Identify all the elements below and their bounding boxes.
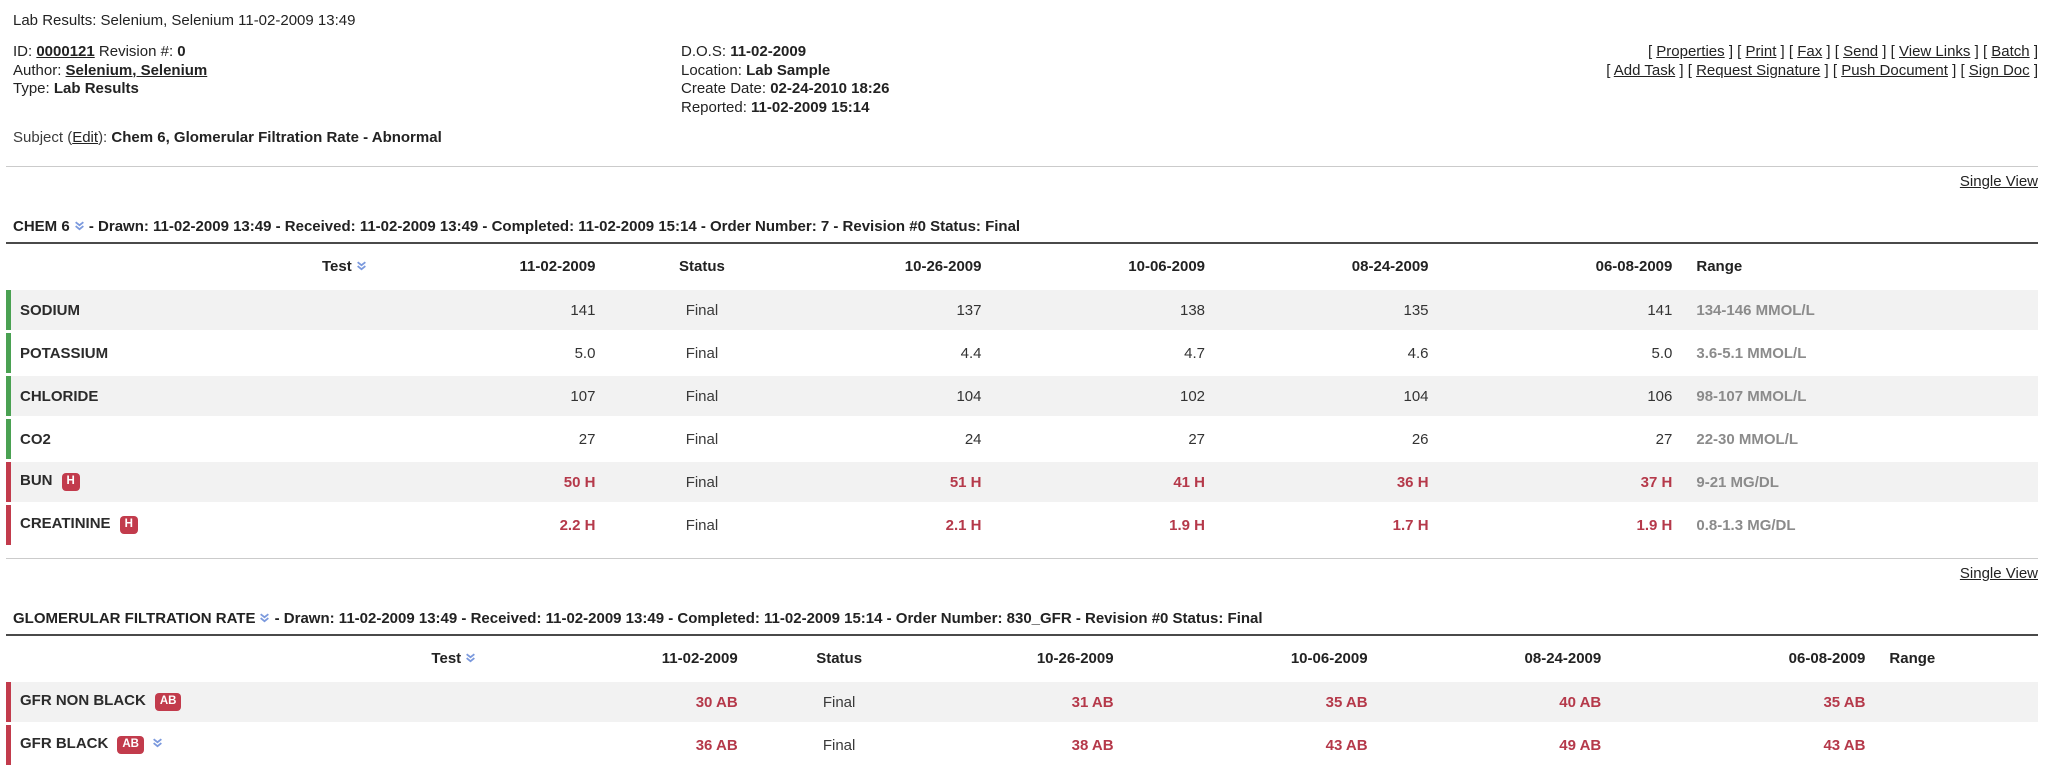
author-link[interactable]: Selenium, Selenium	[65, 61, 208, 79]
range-cell	[1875, 725, 2038, 765]
create-date-line	[681, 80, 1606, 99]
value-cell: 31 AB	[1071, 693, 1114, 711]
value-cell: 36 H	[1396, 473, 1429, 491]
value-cell: 38 AB	[1071, 736, 1114, 754]
section-meta: - Drawn: 11-02-2009 13:49 - Received: 11-02-2009 13:49 - Completed: 11-02-2009 15:14 - Order Number: 7 - Revision #0 Status: Final	[84, 218, 1021, 235]
actions-row-2	[1606, 62, 2038, 81]
column-header-date: 11-02-2009	[661, 650, 738, 667]
column-header-date: 08-24-2009	[1524, 650, 1602, 667]
dos-label: D.O.S:	[681, 43, 727, 60]
revision-label: Revision #:	[98, 43, 174, 60]
section-header-gfr	[6, 610, 2038, 627]
author-label: Author:	[13, 61, 62, 79]
column-header-status: Status	[679, 258, 725, 275]
properties-link[interactable]: Properties	[1656, 43, 1725, 60]
create-date-value: 02-24-2010 18:26	[770, 80, 890, 97]
test-cell	[6, 376, 433, 416]
chevron-down-icon[interactable]	[259, 613, 270, 623]
test-cell	[6, 725, 524, 765]
test-cell	[6, 682, 524, 722]
subject-value: Chem 6, Glomerular Filtration Rate - Abnormal	[111, 129, 442, 146]
value-cell: 35 AB	[1823, 693, 1866, 711]
document-actions	[1606, 43, 2038, 80]
range-cell: 98-107 MMOL/L	[1696, 387, 1807, 405]
page-title: Lab Results: Selenium, Selenium 11-02-2009 13:49	[13, 12, 356, 29]
value-cell: 137	[956, 301, 982, 319]
dos-line	[681, 43, 1606, 62]
location-label: Location:	[681, 61, 742, 79]
table-row	[6, 505, 2038, 545]
type-line	[13, 80, 681, 99]
value-cell: 43 AB	[1823, 736, 1866, 754]
value-cell: 102	[1179, 387, 1206, 405]
send-link[interactable]: Send	[1843, 43, 1879, 60]
author-line	[13, 62, 681, 81]
test-cell	[6, 462, 433, 502]
batch-link[interactable]: Batch	[1991, 43, 2030, 60]
table-row	[6, 682, 2038, 722]
value-cell: 4.7	[1184, 344, 1206, 362]
test-name: GFR NON BLACK	[20, 692, 146, 710]
sort-chevron-icon[interactable]	[356, 261, 367, 271]
column-header-date: 11-02-2009	[519, 258, 596, 275]
column-header-date: 06-08-2009	[1595, 258, 1673, 275]
actions-row-1	[1606, 43, 2038, 62]
value-cell: 141	[570, 301, 596, 319]
test-name: SODIUM	[20, 301, 80, 319]
value-cell: 1.9 H	[1169, 516, 1206, 534]
table-row	[6, 725, 2038, 765]
column-header-date: 06-08-2009	[1788, 650, 1866, 667]
value-cell: 2.2 H	[559, 516, 596, 534]
table-row	[6, 419, 2038, 459]
value-cell: 5.0	[574, 344, 596, 362]
range-cell: 134-146 MMOL/L	[1696, 301, 1815, 319]
single-view-link-2[interactable]: Single View	[1959, 565, 2038, 582]
value-cell: 36 AB	[695, 736, 738, 754]
view-links-link[interactable]: View Links	[1899, 43, 1971, 60]
value-cell: 40 AB	[1559, 693, 1602, 711]
single-view-link-1[interactable]: Single View	[1959, 173, 2038, 190]
id-label: ID:	[13, 43, 33, 60]
sort-chevron-icon[interactable]	[465, 653, 476, 663]
value-cell: 49 AB	[1559, 736, 1602, 754]
test-cell	[6, 505, 433, 545]
type-value: Lab Results	[53, 80, 139, 97]
location-value: Lab Sample	[746, 61, 831, 79]
subject-label: Subject (	[13, 129, 73, 146]
abnormal-flag-badge: AB	[117, 736, 144, 754]
reported-line	[681, 99, 1606, 118]
column-header-status: Status	[816, 650, 863, 667]
status-cell: Final	[822, 693, 856, 711]
value-cell: 135	[1403, 301, 1429, 319]
table-row	[6, 333, 2038, 373]
table-row	[6, 290, 2038, 330]
status-cell: Final	[685, 301, 719, 319]
test-name: CHLORIDE	[20, 387, 99, 405]
status-cell: Final	[685, 430, 719, 448]
section-meta: - Drawn: 11-02-2009 13:49 - Received: 11-02-2009 13:49 - Completed: 11-02-2009 15:14 - Order Number: 830_GFR - Revision #0 Status: Final	[270, 610, 1263, 627]
chevron-down-icon[interactable]	[74, 221, 85, 231]
value-cell: 104	[956, 387, 982, 405]
value-cell: 35 AB	[1325, 693, 1368, 711]
sign-doc-link[interactable]: Sign Doc	[1968, 61, 2030, 79]
status-cell: Final	[685, 344, 719, 362]
value-cell: 24	[964, 430, 982, 448]
value-cell: 106	[1647, 387, 1673, 405]
single-view-bar-1	[6, 166, 2038, 190]
column-header-date: 10-26-2009	[904, 258, 982, 275]
document-id-link[interactable]: 0000121	[36, 43, 95, 60]
value-cell: 50 H	[563, 473, 596, 491]
value-cell: 27	[1655, 430, 1673, 448]
value-cell: 104	[1403, 387, 1429, 405]
value-cell: 43 AB	[1325, 736, 1368, 754]
fax-link[interactable]: Fax	[1797, 43, 1823, 60]
abnormal-flag-badge: H	[120, 516, 138, 534]
subject-line: Subject (Edit): Chem 6, Glomerular Filtration Rate - Abnormal	[13, 129, 442, 146]
test-name: BUN	[20, 472, 53, 490]
revision-value: 0	[177, 43, 186, 60]
table-row	[6, 462, 2038, 502]
add-task-link[interactable]: Add Task	[1613, 61, 1676, 79]
column-header-range: Range	[1696, 258, 1743, 275]
subject-edit-link[interactable]: Edit	[72, 129, 99, 146]
status-cell: Final	[822, 736, 856, 754]
range-cell	[1875, 682, 2038, 722]
section-header-chem6	[6, 218, 2038, 235]
gfr-results-table	[6, 636, 2038, 768]
test-name: GFR BLACK	[20, 735, 109, 753]
single-view-bar-2	[6, 558, 2038, 582]
test-name: CO2	[20, 430, 51, 448]
value-cell: 4.4	[960, 344, 982, 362]
document-info-block	[13, 43, 2038, 117]
column-header-date: 08-24-2009	[1351, 258, 1429, 275]
info-middle-column	[681, 43, 1606, 117]
abnormal-flag-badge: AB	[155, 693, 182, 711]
column-header-test: Test	[6, 247, 433, 287]
section-title: GLOMERULAR FILTRATION RATE	[13, 610, 256, 627]
chem6-results-table	[6, 244, 2038, 548]
value-cell: 30 AB	[695, 693, 738, 711]
value-cell: 107	[570, 387, 596, 405]
value-cell: 27	[578, 430, 596, 448]
test-cell	[6, 333, 433, 373]
status-cell: Final	[685, 473, 719, 491]
value-cell: 51 H	[949, 473, 982, 491]
value-cell: 2.1 H	[945, 516, 982, 534]
id-revision-line	[13, 43, 681, 62]
column-header-date: 10-26-2009	[1036, 650, 1114, 667]
print-link[interactable]: Print	[1745, 43, 1777, 60]
value-cell: 1.9 H	[1636, 516, 1673, 534]
column-header-range: Range	[1889, 650, 1936, 667]
range-cell: 0.8-1.3 MG/DL	[1696, 516, 1796, 534]
abnormal-flag-badge: H	[62, 473, 80, 491]
status-cell: Final	[685, 516, 719, 534]
push-document-link[interactable]: Push Document	[1841, 61, 1948, 79]
request-signature-link[interactable]: Request Signature	[1696, 61, 1821, 79]
range-cell: 3.6-5.1 MMOL/L	[1696, 344, 1807, 362]
table-header-row	[6, 639, 2038, 679]
value-cell: 41 H	[1173, 473, 1206, 491]
info-left-column	[13, 43, 681, 99]
create-date-label: Create Date:	[681, 80, 767, 97]
table-row	[6, 376, 2038, 416]
value-cell: 138	[1179, 301, 1206, 319]
column-header-date: 10-06-2009	[1128, 258, 1206, 275]
document-header	[6, 12, 2038, 146]
section-title: CHEM 6	[13, 218, 70, 235]
value-cell: 141	[1647, 301, 1673, 319]
dos-value: 11-02-2009	[730, 43, 807, 60]
range-cell: 9-21 MG/DL	[1696, 473, 1779, 491]
value-cell: 4.6	[1407, 344, 1429, 362]
test-cell	[6, 419, 433, 459]
value-cell: 1.7 H	[1392, 516, 1429, 534]
test-cell	[6, 290, 433, 330]
value-cell: 27	[1188, 430, 1206, 448]
column-header-test: Test	[6, 639, 524, 679]
table-header-row	[6, 247, 2038, 287]
value-cell: 37 H	[1640, 473, 1673, 491]
range-cell: 22-30 MMOL/L	[1696, 430, 1799, 448]
reported-value: 11-02-2009 15:14	[751, 98, 870, 116]
status-cell: Final	[685, 387, 719, 405]
type-label: Type:	[13, 80, 50, 97]
value-cell: 5.0	[1651, 344, 1673, 362]
test-name: CREATININE	[20, 515, 111, 533]
column-header-date: 10-06-2009	[1290, 650, 1368, 667]
location-line	[681, 62, 1606, 81]
chevron-down-icon[interactable]	[152, 738, 163, 748]
value-cell: 26	[1411, 430, 1429, 448]
reported-label: Reported:	[681, 98, 747, 116]
test-name: POTASSIUM	[20, 344, 109, 362]
